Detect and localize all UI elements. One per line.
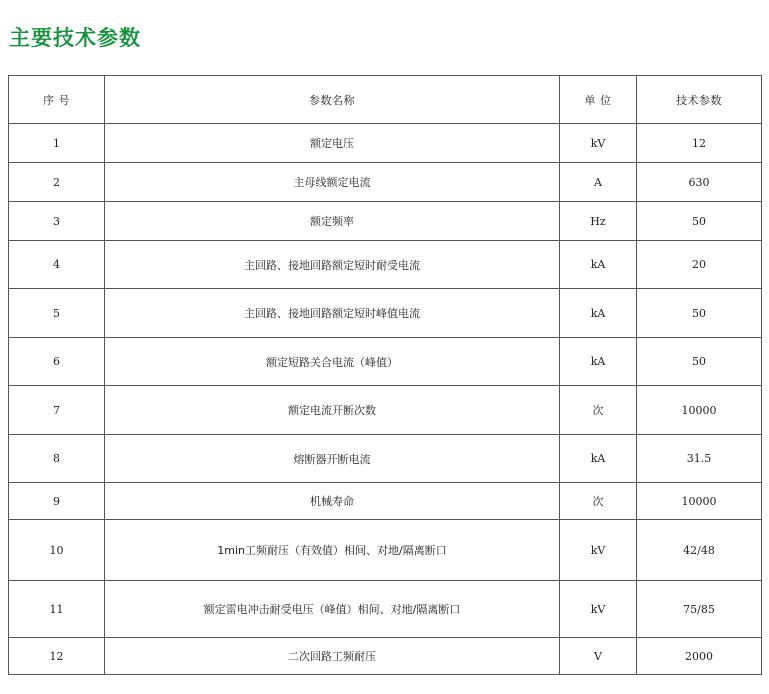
row-index: 6 [9, 338, 105, 386]
row-unit: 次 [560, 483, 637, 520]
page-title: 主要技术参数 [9, 26, 141, 50]
row-index: 10 [9, 520, 105, 581]
row-value: 12 [637, 124, 762, 163]
table-row [9, 386, 762, 435]
table-row [9, 638, 762, 675]
row-value: 75/85 [637, 581, 762, 638]
row-name: 机械寿命 [105, 483, 560, 520]
row-name: 额定雷电冲击耐受电压（峰值）相间、对地/隔离断口 [105, 581, 560, 638]
row-name: 1min工频耐压（有效值）相间、对地/隔离断口 [105, 520, 560, 581]
row-unit: kA [560, 338, 637, 386]
row-name: 主母线额定电流 [105, 163, 560, 202]
table-row [9, 124, 762, 163]
header-value: 技术参数 [637, 76, 762, 124]
table-row [9, 241, 762, 289]
row-index: 1 [9, 124, 105, 163]
header-name: 参数名称 [105, 76, 560, 124]
row-unit: kA [560, 289, 637, 338]
spec-table [8, 75, 762, 675]
row-unit: kV [560, 581, 637, 638]
row-name: 额定电流开断次数 [105, 386, 560, 435]
row-index: 5 [9, 289, 105, 338]
row-index: 9 [9, 483, 105, 520]
row-unit: V [560, 638, 637, 675]
row-index: 2 [9, 163, 105, 202]
row-value: 2000 [637, 638, 762, 675]
table-row [9, 435, 762, 483]
row-name: 二次回路工频耐压 [105, 638, 560, 675]
row-value: 50 [637, 338, 762, 386]
table-header-row [9, 76, 762, 124]
row-name: 熔断器开断电流 [105, 435, 560, 483]
row-value: 42/48 [637, 520, 762, 581]
row-value: 10000 [637, 386, 762, 435]
row-value: 50 [637, 289, 762, 338]
row-value: 31.5 [637, 435, 762, 483]
row-unit: 次 [560, 386, 637, 435]
row-index: 3 [9, 202, 105, 241]
row-name: 额定短路关合电流（峰值） [105, 338, 560, 386]
row-unit: A [560, 163, 637, 202]
row-name: 主回路、接地回路额定短时耐受电流 [105, 241, 560, 289]
row-unit: kV [560, 520, 637, 581]
row-unit: kA [560, 435, 637, 483]
table-row [9, 520, 762, 581]
row-name: 主回路、接地回路额定短时峰值电流 [105, 289, 560, 338]
row-value: 10000 [637, 483, 762, 520]
row-index: 4 [9, 241, 105, 289]
table-row [9, 202, 762, 241]
row-value: 630 [637, 163, 762, 202]
table-row [9, 581, 762, 638]
row-unit: kV [560, 124, 637, 163]
row-index: 7 [9, 386, 105, 435]
header-unit: 单 位 [560, 76, 637, 124]
row-name: 额定电压 [105, 124, 560, 163]
row-unit: kA [560, 241, 637, 289]
row-value: 20 [637, 241, 762, 289]
row-name: 额定频率 [105, 202, 560, 241]
row-value: 50 [637, 202, 762, 241]
row-index: 11 [9, 581, 105, 638]
row-unit: Hz [560, 202, 637, 241]
table-row [9, 163, 762, 202]
header-index: 序 号 [9, 76, 105, 124]
table-row [9, 483, 762, 520]
row-index: 12 [9, 638, 105, 675]
table-row [9, 338, 762, 386]
table-row [9, 289, 762, 338]
row-index: 8 [9, 435, 105, 483]
